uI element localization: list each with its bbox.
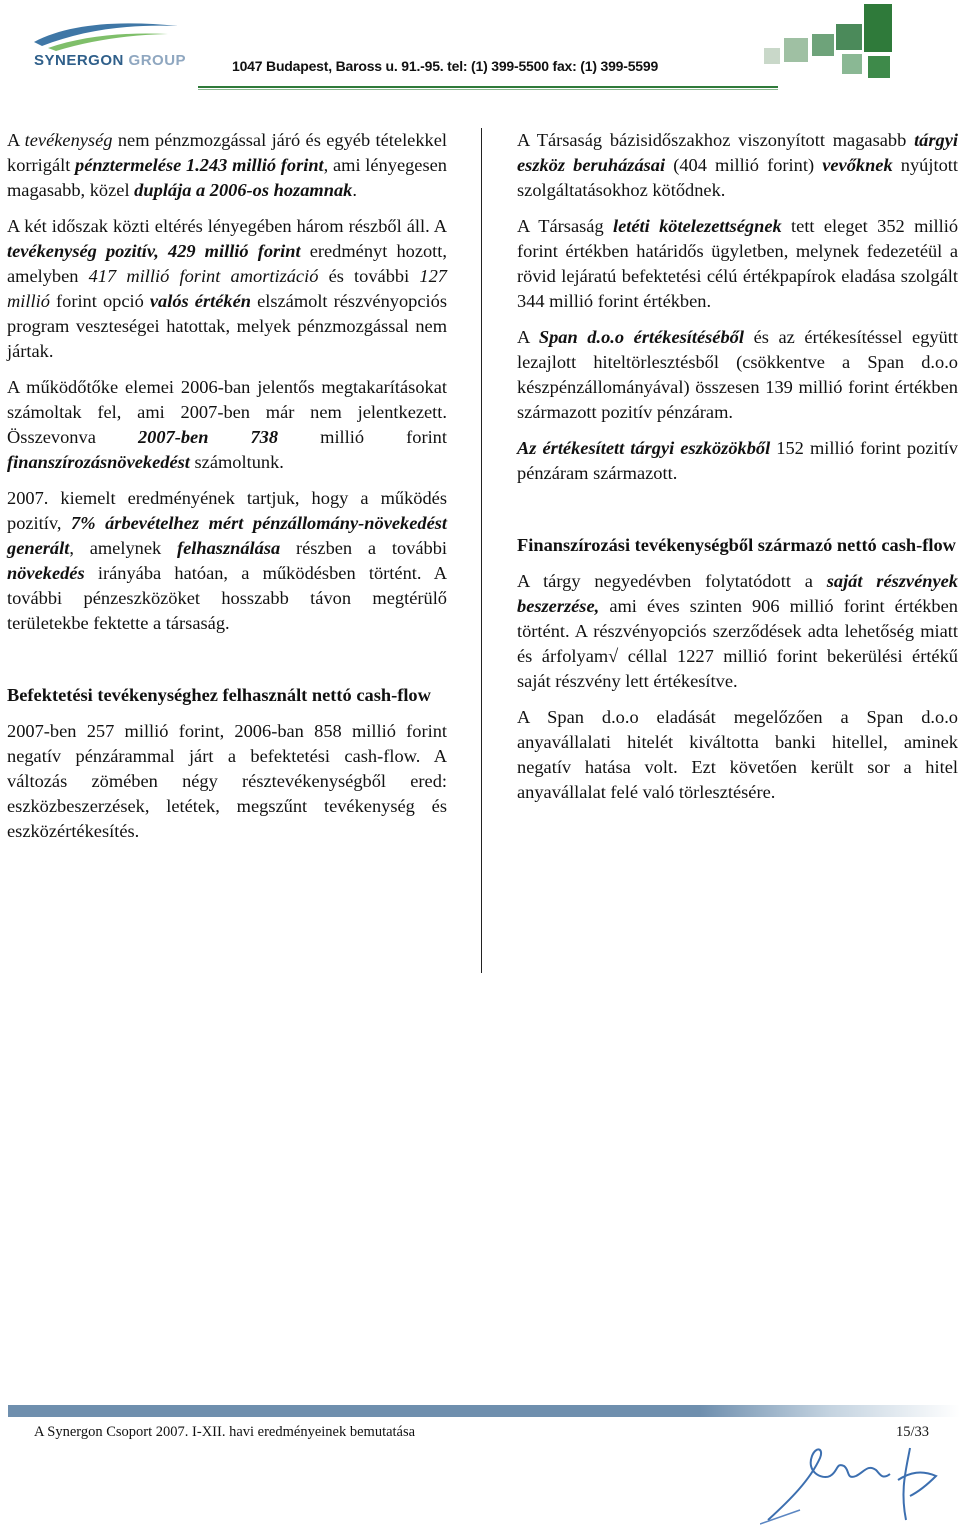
paragraph: A tevékenység nem pénzmozgással járó és egyéb tételekkel korrigált pénztermelése 1.243 millió forint, ami lényegesen magasabb, közel duplája a 2006-os hozamnak.: [7, 130, 448, 200]
paragraph: Az értékesített tárgyi eszközökből 152 millió forint pozitív pénzáram származott.: [517, 438, 958, 483]
paragraph: A működőtőke elemei 2006-ban jelentős megtakarításokat számoltak fel, ami 2007-ben már nem jelentkezett. Összevonva 2007-ben 738 millió forint finanszírozásnövekedést számoltunk.: [7, 377, 447, 472]
section-heading: Befektetési tevékenységhez felhasznált nettó cash-flow: [7, 685, 431, 705]
decorative-squares-icon: [764, 4, 894, 86]
logo-wordmark: SYNERGON: [34, 52, 124, 69]
paragraph: A Span d.o.o értékesítéséből és az értékesítéssel együtt lezajlott hiteltörlesztésből (csökkentve a Span d.o.o készpénzállományával) összesen 139 millió forint értékben származott pozitív pénzáram.: [517, 327, 958, 422]
logo-group: GROUP: [128, 52, 187, 69]
paragraph: A Társaság letéti kötelezettségnek tett eleget 352 millió forint értékben határidős ügyletben, melynek fedezetéül a rövid lejáratú befektetési célú értékpapírok eladása szolgált 344 millió forint értékben.: [517, 216, 959, 311]
paragraph: 2007-ben 257 millió forint, 2006-ban 858 millió forint negatív pénzárammal járt a befektetési cash-flow. A változás zömében négy résztevékenységből ered: eszközbeszerzések, letétek, megszűnt tevékenység és eszközértékesítés.: [7, 721, 447, 841]
paragraph: A Társaság bázisidőszakhoz viszonyított magasabb tárgyi eszköz beruházásai (404 millió forint) vevőknek nyújtott szolgáltatásokhoz kötődnek.: [517, 130, 958, 200]
left-column: [7, 128, 447, 855]
paragraph: 2007. kiemelt eredményének tartjuk, hogy a működés pozitív, 7% árbevételhez mért pénzállomány-növekedést generált, amelynek felhasználása részben a további növekedés irányába hatóan, a működésben történt. A további pénzeszközöket hosszabb távon megtérülő területekbe fektette a társaság.: [7, 488, 448, 633]
right-column: [517, 128, 958, 816]
column-divider: [481, 128, 482, 973]
page-header: [0, 0, 960, 110]
logo-swoosh-icon: [28, 16, 188, 56]
header-rule-thin: [198, 89, 778, 90]
paragraph: A tárgy negyedévben folytatódott a saját részvények beszerzése, ami éves szinten 906 millió forint értékben történt. A részvényopciós szerződések adta lehetőség miatt és árfolyam√ céllal 1227 millió forint bekerülési értékű saját részvény lett értékesítve.: [517, 571, 958, 691]
paragraph: A két időszak közti eltérés lényegében három részből áll. A tevékenység pozitív, 429 millió forint eredményt hozott, amelyben 417 millió forint amortizáció és további 127 millió forint opció valós értékén elszámolt részvényopciós program veszteségei hatottak, melyek pénzmozgással nem jártak.: [7, 216, 448, 361]
synergon-logo: [28, 16, 188, 76]
footer-bar: [8, 1405, 960, 1417]
section-heading: Finanszírozási tevékenységből származó nettó cash-flow: [517, 535, 956, 555]
signature-icon: [760, 1440, 960, 1526]
paragraph: A Span d.o.o eladását megelőzően a Span d.o.o anyavállalati hitelét kiváltotta banki hitellel, aminek negatív hatása volt. Ezt követően került sor a hitel anyavállalat felé való törlesztésére.: [517, 707, 958, 802]
footer-title: A Synergon Csoport 2007. I-XII. havi eredményeinek bemutatása: [34, 1424, 416, 1440]
company-address: 1047 Budapest, Baross u. 91.-95. tel: (1) 399-5500 fax: (1) 399-5599: [232, 58, 659, 74]
header-rule: [198, 86, 778, 88]
page-number: 15/33: [896, 1424, 930, 1440]
